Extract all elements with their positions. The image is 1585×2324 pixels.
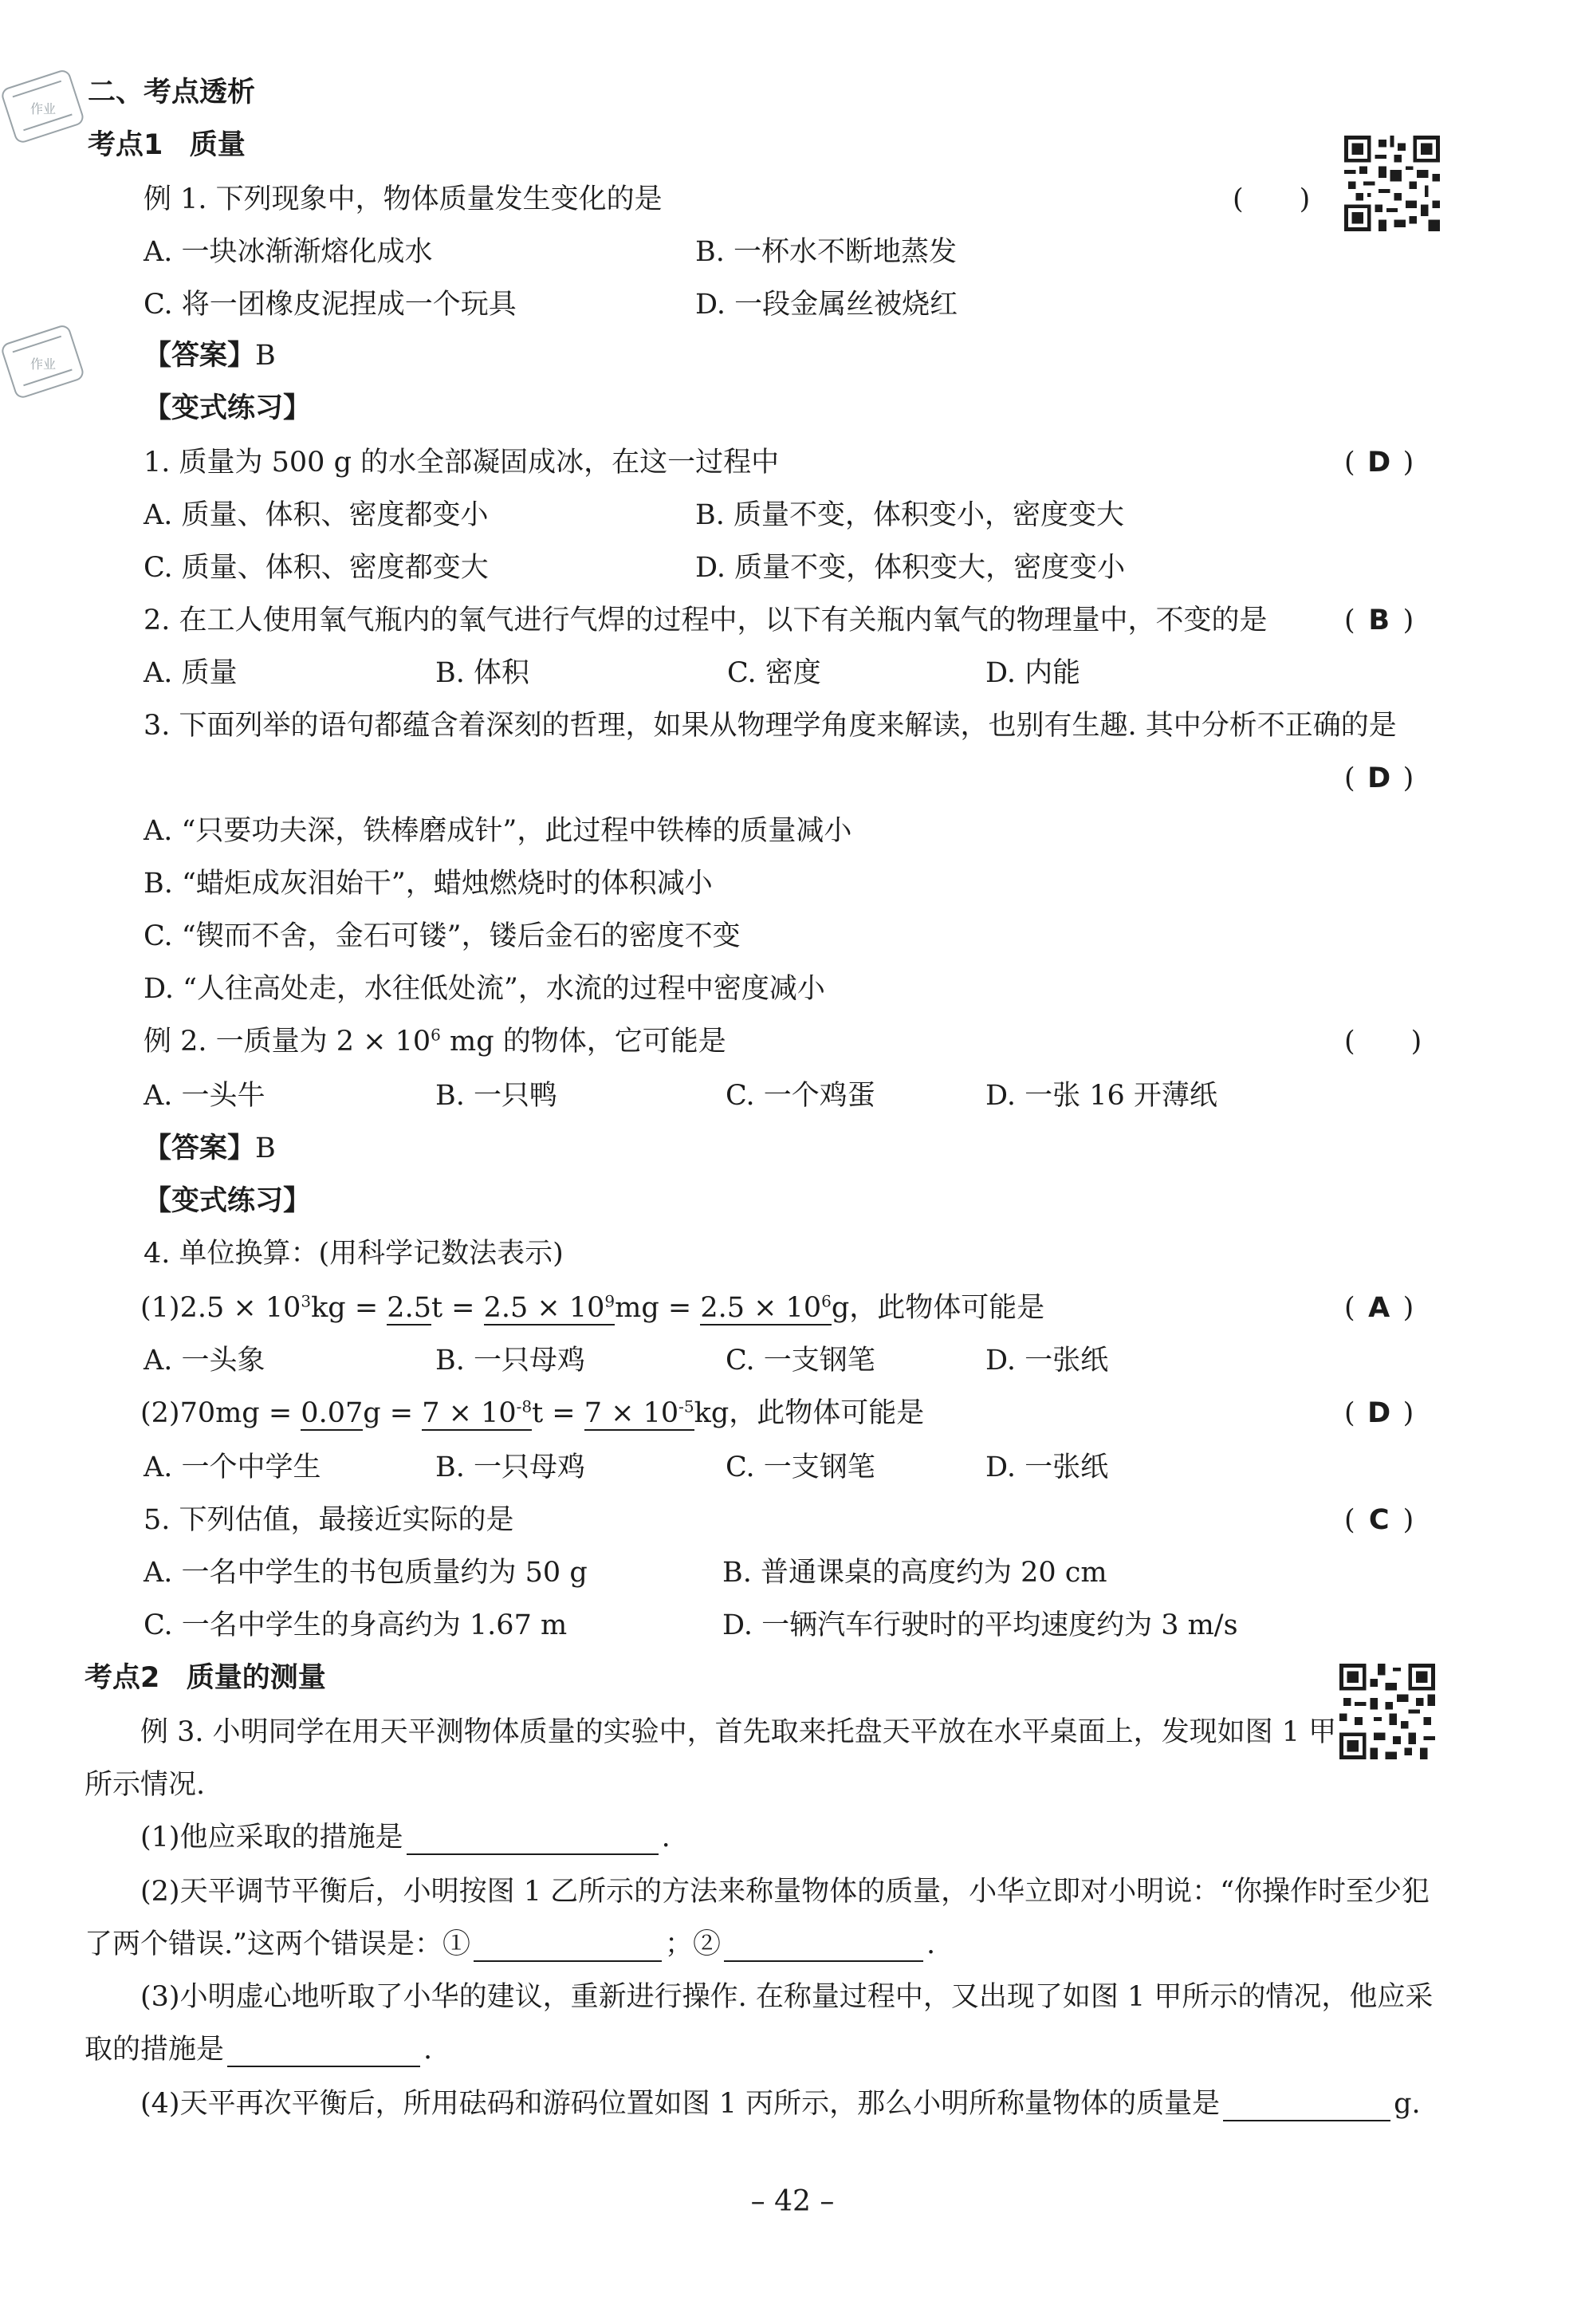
ex2-stem: 例 2. 一质量为 $2 \times 10^6$ mg 的物体，它可能是 [144,1025,726,1058]
q2-answer: ( B ) [1344,605,1414,636]
ex3-line2: 所示情况. [85,1769,206,1801]
q3-option-a: A. “只要功夫深，铁棒磨成针”，此过程中铁棒的质量减小 [144,815,852,847]
q1-option-b: B. 质量不变，体积变小，密度变大 [695,499,1124,531]
ex3-sub3b: 取的措施是 . [85,2034,433,2066]
answer-blank [227,2066,420,2067]
q2-option-c: C. 密度 [727,657,821,689]
q1-stem: 1. 质量为 500 g 的水全部凝固成冰，在这一过程中 [144,447,780,479]
q5-stem: 5. 下列估值，最接近实际的是 [144,1504,514,1536]
qr-code-icon [1344,136,1440,231]
q5-option-d: D. 一辆汽车行驶时的平均速度约为 3 m/s [722,1609,1238,1641]
answer-blank [1223,2120,1390,2121]
answer-blank [474,1960,662,1962]
q4p1-option-c: C. 一支钢笔 [726,1345,875,1377]
ex3-line1: 例 3. 小明同学在用天平测物体质量的实验中，首先取来托盘天平放在水平桌面上，发现如图 1 甲 [140,1716,1337,1748]
q5-option-a: A. 一名中学生的书包质量约为 50 g [144,1557,588,1589]
kp2-heading: 考点2 质量的测量 [85,1662,326,1694]
q3-option-d: D. “人往高处走，水往低处流”，水流的过程中密度减小 [144,973,825,1005]
kp1-heading: 考点1 质量 [88,129,246,161]
stamp-icon [0,319,88,407]
ex2-option-a: A. 一头牛 [144,1080,265,1112]
q3-option-b: B. “蜡炬成灰泪始干”，蜡烛燃烧时的体积减小 [144,868,713,900]
ex1-option-a: A. 一块冰渐渐熔化成水 [144,236,433,268]
section-title: 二、考点透析 [88,77,256,108]
q4-part1: $(1)2.5 \times 10^3kg = 2.5t = 2.5 \times 10^9mg = 2.5 \times 10^6g$，此物体可能是 [140,1291,1045,1324]
svg-text:作业: 作业 [30,101,57,116]
ex3-sub2a: (2)天平调节平衡后，小明按图 1 乙所示的方法来称量物体的质量，小华立即对小明说：“你操作时至少犯 [140,1876,1430,1908]
answer-blank [724,1960,923,1962]
ex3-sub4: (4)天平再次平衡后，所用砝码和游码位置如图 1 丙所示，那么小明所称量物体的质量是 g. [140,2088,1421,2120]
q5-answer: ( C ) [1344,1504,1414,1536]
ex2-paren: ( ) [1344,1026,1422,1058]
ex2-option-d: D. 一张 16 开薄纸 [985,1080,1217,1112]
q4p2-option-b: B. 一只母鸡 [435,1452,585,1483]
q4p1-option-a: A. 一头象 [144,1345,265,1377]
ex1-stem: 例 1. 下列现象中，物体质量发生变化的是 [144,183,663,215]
q2-stem: 2. 在工人使用氧气瓶内的氧气进行气焊的过程中，以下有关瓶内氧气的物理量中，不变的是 [144,605,1268,636]
ex2-option-c: C. 一个鸡蛋 [726,1080,875,1112]
q4p2-option-d: D. 一张纸 [985,1452,1109,1483]
q1-answer: ( D ) [1344,447,1414,479]
q3-stem: 3. 下面列举的语句都蕴含着深刻的哲理，如果从物理学角度来解读，也别有生趣. 其中分析不正确的是 [144,710,1397,742]
svg-text:作业: 作业 [30,356,57,372]
q4-part1-answer: ( A ) [1344,1292,1414,1324]
ex1-option-c: C. 将一团橡皮泥捏成一个玩具 [144,289,517,321]
q4-stem: 4. 单位换算：(用科学记数法表示) [144,1238,564,1270]
q1-option-d: D. 质量不变，体积变大，密度变小 [695,552,1126,584]
variant-label-2: 【变式练习】 [144,1185,312,1217]
q2-option-a: A. 质量 [144,657,238,689]
q4p2-option-c: C. 一支钢笔 [726,1452,875,1483]
q4p2-option-a: A. 一个中学生 [144,1452,321,1483]
ex3-sub3a: (3)小明虚心地听取了小华的建议，重新进行操作. 在称量过程中，又出现了如图 1 甲所示的情况，他应采 [140,1981,1434,2013]
ex3-sub2b: 了两个错误.”这两个错误是：① ；② . [85,1928,936,1960]
ex3-sub1: (1)他应采取的措施是 . [140,1822,671,1853]
q1-option-a: A. 质量、体积、密度都变小 [144,499,489,531]
q3-option-c: C. “锲而不舍，金石可镂”，镂后金石的密度不变 [144,920,741,952]
q4-part2: $(2)70mg = 0.07g = 7 \times 10^{-8}t = 7 \times 10^{-5}kg$，此物体可能是 [140,1396,925,1429]
q2-option-d: D. 内能 [985,657,1081,689]
q4p1-option-b: B. 一只母鸡 [435,1345,585,1377]
answer-blank [407,1853,659,1855]
ex2-answer: 【答案】B [144,1132,276,1164]
q2-option-b: B. 体积 [435,657,529,689]
q4-part2-answer: ( D ) [1344,1397,1414,1429]
q5-option-c: C. 一名中学生的身高约为 1.67 m [144,1609,568,1641]
q1-option-c: C. 质量、体积、密度都变大 [144,552,489,584]
ex1-answer: 【答案】B [144,340,276,372]
qr-code-icon [1339,1664,1435,1759]
q4p1-option-d: D. 一张纸 [985,1345,1109,1377]
page-number: – 42 – [750,2185,835,2218]
variant-label: 【变式练习】 [144,392,312,424]
ex2-option-b: B. 一只鸭 [435,1080,557,1112]
ex1-paren: ( ) [1233,183,1311,215]
stamp-icon [0,64,88,152]
q3-answer: ( D ) [1344,762,1414,794]
q5-option-b: B. 普通课桌的高度约为 20 cm [722,1557,1107,1589]
ex1-option-d: D. 一段金属丝被烧红 [695,289,958,321]
ex1-option-b: B. 一杯水不断地蒸发 [695,236,957,268]
